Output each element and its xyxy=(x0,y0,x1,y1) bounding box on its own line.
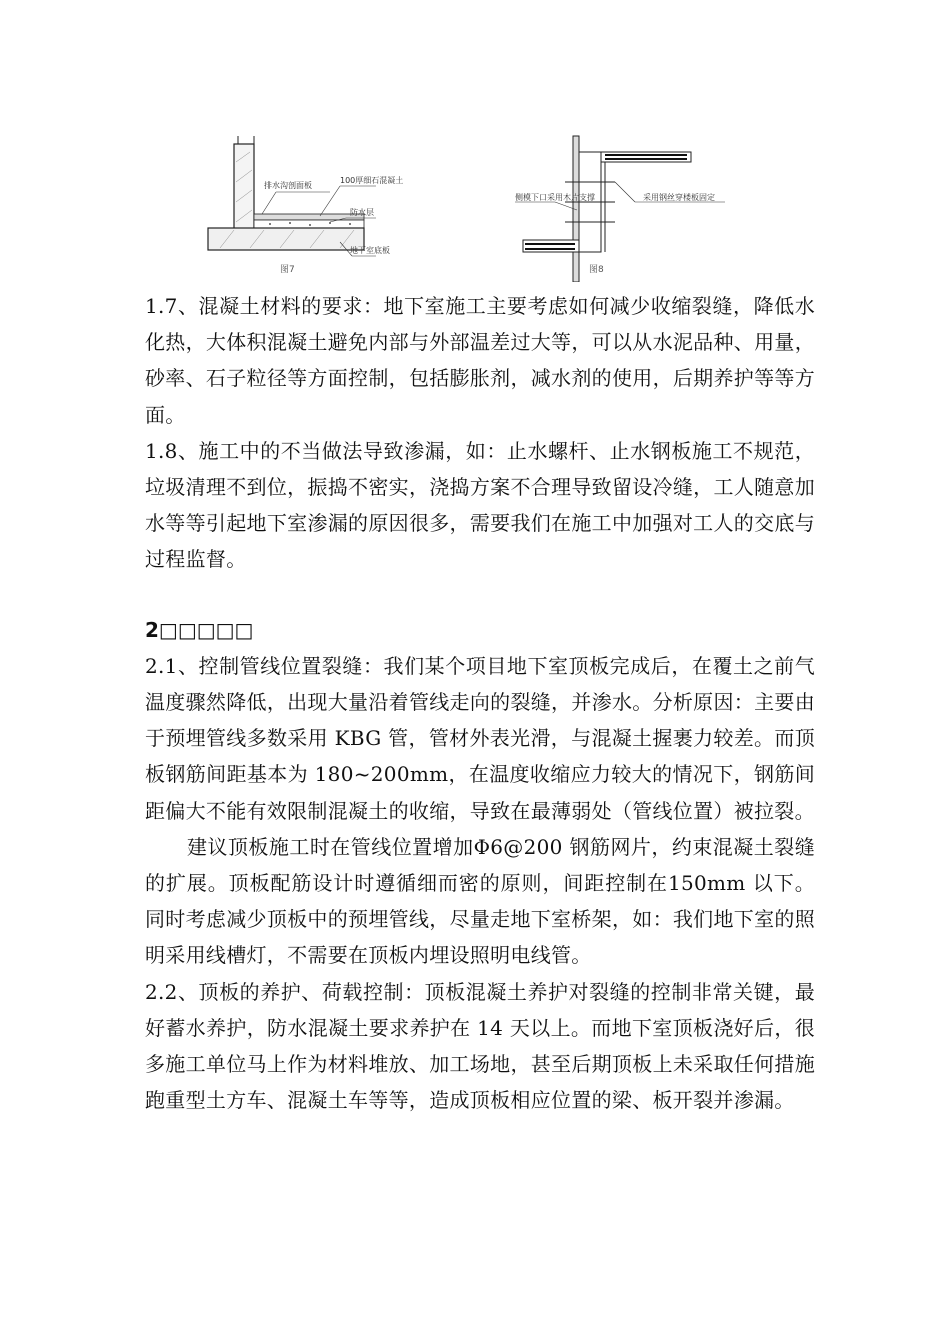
figure-8-label-wire: 采用钢丝穿楼板固定 xyxy=(643,193,715,202)
figure-row xyxy=(200,122,760,282)
paragraph-1-7: 1.7、混凝土材料的要求：地下室施工主要考虑如何减少收缩裂缝，降低水化热，大体积混凝土避免内部与外部温差过大等，可以从水泥品种、用量，砂率、石子粒径等方面控制，包括膨胀剂，减水剂的使用，后期养护等等方面。 xyxy=(145,294,815,427)
figure-7-drawing xyxy=(200,122,380,282)
figure-7-label-drain: 排水沟剖面板 xyxy=(264,181,312,190)
figure-8-caption: 图8 xyxy=(589,265,604,275)
figure-7-drain-section xyxy=(200,122,404,282)
figure-8-formwork-section xyxy=(515,122,755,282)
section-gap xyxy=(145,578,815,612)
document-body xyxy=(145,288,815,1118)
figure-7-label-concrete: 100厚细石混凝土 xyxy=(340,176,404,185)
paragraph-2-1: 2.1、控制管线位置裂缝：我们某个项目地下室顶板完成后，在覆土之前气温度骤然降低，出现大量沿着管线走向的裂缝，并渗水。分析原因：主要由于预埋管线多数采用 KBG 管，管材外表光滑，与混凝土握裹力较差。而顶板钢筋间距基本为 180~200mm，在温度收缩应力较大的情况下，钢筋间距偏大不能有效限制混凝土的收缩，导致在最薄弱处（管线位置）被拉裂。 xyxy=(145,653,815,823)
paragraph-2-2: 2.2、顶板的养护、荷载控制：顶板混凝土养护对裂缝的控制非常关键，最好蓄水养护，防水混凝土要求养护在 14 天以上。而地下室顶板浇好后，很多施工单位马上作为材料堆放、加工场地，甚至后期顶板上未采取任何措施跑重型土方车、混凝土车等等，造成顶板相应位置的梁、板开裂并渗漏。 xyxy=(145,979,815,1113)
figure-8-label-formwork: 侧模下口采用木片支撑 xyxy=(515,193,595,202)
paragraph-2-1-recommendation: 建议顶板施工时在管线位置增加Φ6@200 钢筋网片，约束混凝土裂缝的扩展。顶板配筋设计时遵循细而密的原则，间距控制在150mm 以下。同时考虑减少顶板中的预埋管线，尽量走地下室桥架，如：我们地下室的照明采用线槽灯，不需要在顶板内埋设照明电线管。 xyxy=(145,834,815,968)
figure-7-label-floor-slab: 地下室底板 xyxy=(350,246,390,255)
section-2-heading: 2□□□□□ xyxy=(145,617,254,642)
paragraph-1-8: 1.8、施工中的不当做法导致渗漏，如：止水螺杆、止水钢板施工不规范，垃圾清理不到位，振捣不密实，浇捣方案不合理导致留设冷缝，工人随意加水等等引起地下室渗漏的原因很多，需要我们在施工中加强对工人的交底与过程监督。 xyxy=(145,438,815,572)
figure-7-label-waterproof: 防水层 xyxy=(350,208,374,217)
figure-7-caption: 图7 xyxy=(280,265,295,275)
